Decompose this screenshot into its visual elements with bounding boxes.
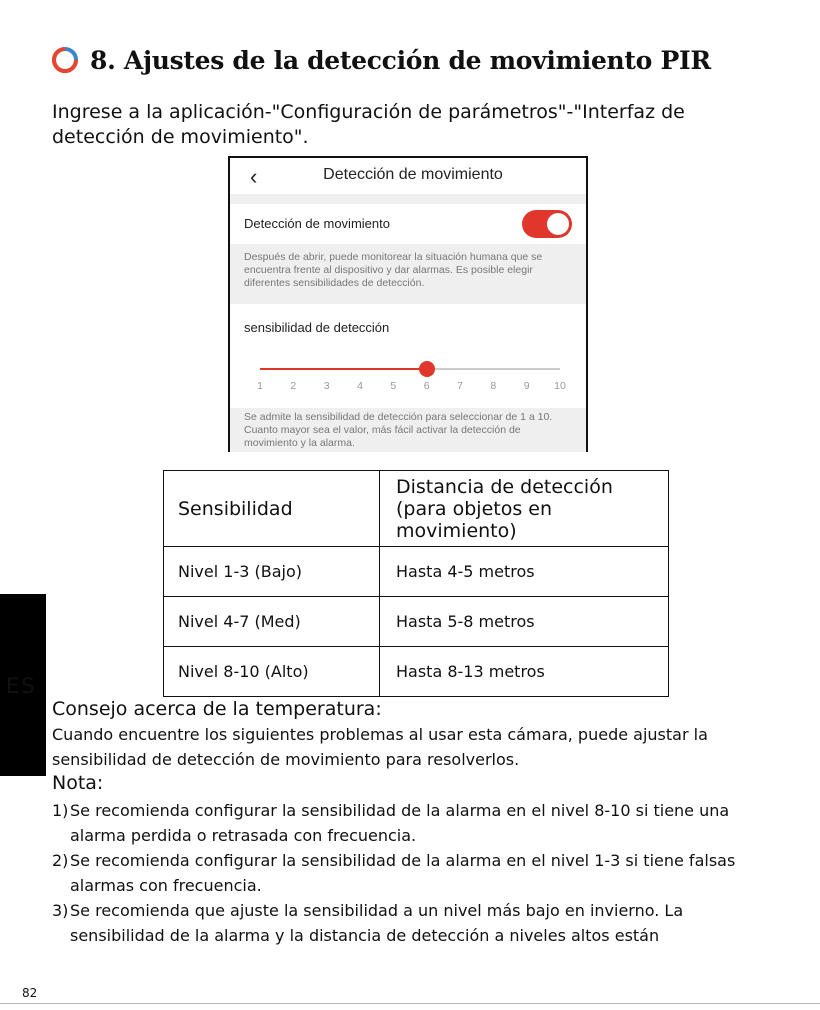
table-row	[164, 597, 669, 647]
app-screenshot	[228, 156, 588, 452]
slider-tick-label: 4	[357, 380, 363, 392]
slider-tick-label: 10	[554, 380, 566, 392]
app-header	[230, 158, 586, 194]
motion-detection-toggle[interactable]	[522, 210, 572, 238]
app-title: Detección de movimiento	[323, 166, 503, 183]
table-row	[164, 547, 669, 597]
table-cell: Nivel 1-3 (Bajo)	[164, 547, 380, 597]
chevron-left-icon[interactable]: ‹	[250, 164, 258, 189]
note-title: Nota:	[52, 772, 104, 794]
table-cell: Hasta 8-13 metros	[380, 647, 669, 697]
sensitivity-table	[163, 470, 669, 697]
slider-tick-label: 3	[323, 380, 330, 392]
slider-tick-label: 8	[490, 380, 497, 392]
table-header-cell: Sensibilidad	[164, 471, 380, 547]
slider-tick-label: 2	[290, 380, 297, 392]
table-cell: Hasta 5-8 metros	[380, 597, 669, 647]
tip-body: Cuando encuentre los siguientes problemas al usar esta cámara, puede ajustar la sensibilidad de detección de movimiento para resolverlos.	[52, 725, 708, 769]
list-item	[52, 898, 782, 948]
slider-tick-label: 1	[257, 380, 263, 392]
table-header-row	[164, 471, 669, 547]
motion-detection-label: Detección de movimiento	[244, 216, 390, 231]
slider-tick-label: 5	[390, 380, 397, 392]
language-tab-label: ES	[6, 674, 37, 698]
table-cell: Nivel 8-10 (Alto)	[164, 647, 380, 697]
note-text: Se recomienda que ajuste la sensibilidad a un nivel más bajo en invierno. La sensibilidad de la alarma y la distancia de detección a niveles altos están	[70, 901, 684, 945]
toggle-knob	[547, 213, 569, 235]
section-title: 8. Ajustes de la detección de movimiento PIR	[90, 45, 711, 75]
slider-tick-label: 7	[457, 380, 463, 392]
sensitivity-footnote: Se admite la sensibilidad de detección para seleccionar de 1 a 10. Cuanto mayor sea el valor, más fácil activar la detección de movimiento y la alarma.	[230, 408, 586, 452]
loading-ring-icon	[50, 45, 80, 75]
note-text: Se recomienda configurar la sensibilidad de la alarma en el nivel 1-3 si tiene falsas alarmas con frecuencia.	[70, 851, 736, 895]
intro-paragraph: Ingrese a la aplicación-"Configuración de parámetros"-"Interfaz de detección de movimiento".	[52, 101, 685, 148]
table-cell: Nivel 4-7 (Med)	[164, 597, 380, 647]
slider-tick-labels	[230, 380, 586, 394]
bottom-divider	[0, 1003, 820, 1004]
table-header-cell: Distancia de detección (para objetos en movimiento)	[380, 471, 669, 547]
tip-title: Consejo acerca de la temperatura:	[52, 698, 382, 720]
slider-thumb[interactable]	[419, 361, 435, 377]
notes-list	[52, 798, 782, 948]
page-number: 82	[22, 986, 38, 1000]
section-gap	[230, 194, 586, 204]
slider-tick-label: 9	[523, 380, 530, 392]
note-number: 1)	[52, 801, 69, 820]
sensitivity-slider[interactable]	[260, 368, 560, 370]
note-number: 3)	[52, 901, 69, 920]
sensitivity-section	[230, 304, 586, 408]
list-item	[52, 848, 782, 898]
table-row	[164, 647, 669, 697]
note-number: 2)	[52, 851, 69, 870]
motion-detection-description: Después de abrir, puede monitorear la situación humana que se encuentra frente al dispositivo y dar alarmas. Es posible elegir diferentes sensibilidades de detección.	[230, 244, 586, 304]
note-text: Se recomienda configurar la sensibilidad de la alarma en el nivel 8-10 si tiene una alarma perdida o retrasada con frecuencia.	[70, 801, 730, 845]
list-item	[52, 798, 782, 848]
section-heading	[50, 45, 711, 75]
motion-detection-row	[230, 204, 586, 244]
slider-fill	[260, 368, 427, 370]
slider-tick-label: 6	[423, 380, 430, 392]
table-cell: Hasta 4-5 metros	[380, 547, 669, 597]
sensitivity-label: sensibilidad de detección	[244, 320, 390, 335]
